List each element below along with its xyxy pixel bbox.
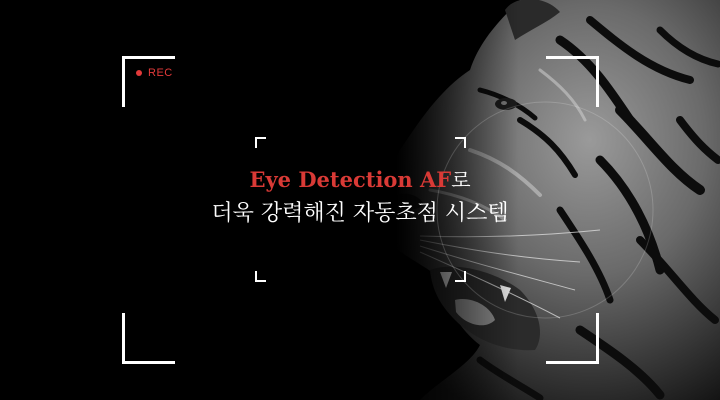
headline-highlight-suffix: 로 (451, 168, 471, 192)
viewfinder-corner-icon (546, 313, 599, 364)
af-bracket-icon (455, 271, 466, 282)
af-bracket-icon (255, 271, 266, 282)
headline-subtitle: 더욱 강력해진 자동초점 시스템 (211, 201, 509, 226)
viewfinder-corner-icon (122, 56, 175, 107)
rec-indicator (136, 67, 173, 79)
rec-label: REC (148, 67, 173, 79)
af-bracket-icon (455, 137, 466, 148)
af-bracket-icon (255, 137, 266, 148)
headline-highlight: Eye Detection AF (249, 167, 452, 192)
headline-title (0, 166, 720, 194)
headline (0, 166, 720, 230)
viewfinder-corner-icon (546, 56, 599, 107)
viewfinder-corner-icon (122, 313, 175, 364)
rec-dot-icon (136, 70, 142, 76)
